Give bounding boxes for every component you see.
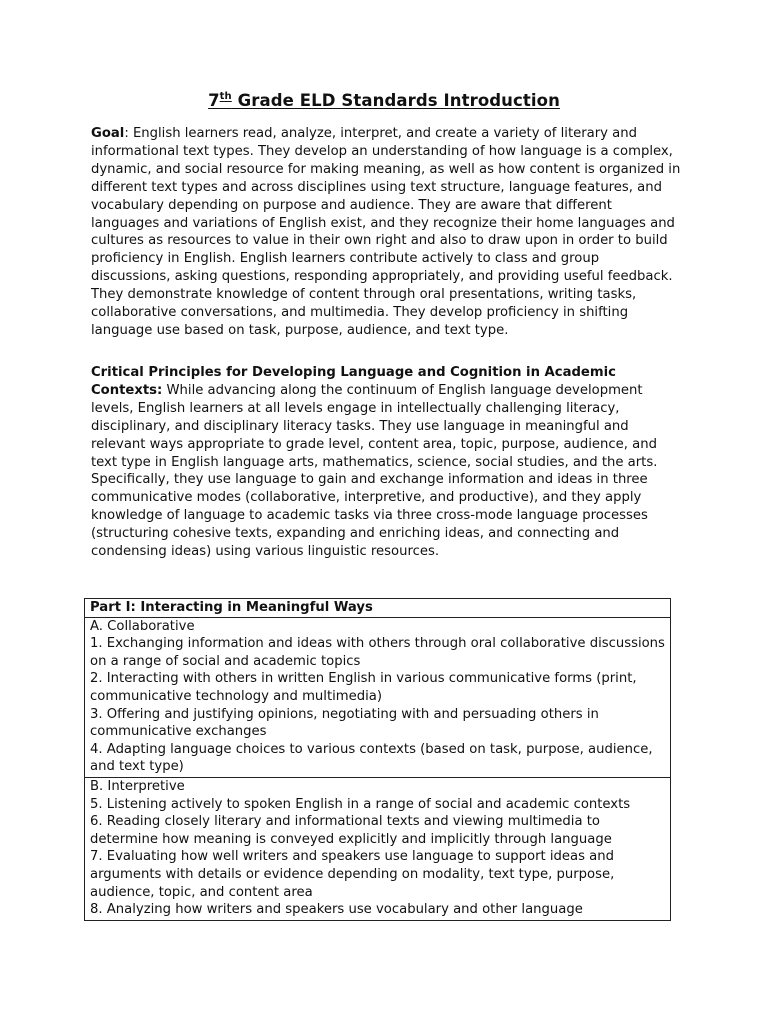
goal-text: : English learners read, analyze, interpret, and create a variety of literary and informational text types. They develop an understanding of how language is a complex, dynamic, and social resource for making meaning, as well as how content is organized in different text types and across disciplines using text structure, language features, and vocabulary depending on purpose and audience. They are aware that different languages and variations of English exist, and they recognize their home languages and cultures as resources to value in their own right and also to draw upon in order to build proficiency in English. English learners contribute actively to class and group discussions, asking questions, responding appropriately, and providing useful feedback. They demonstrate knowledge of content through oral presentations, writing tasks, collaborative conversations, and multimedia. They develop proficiency in shifting language use based on task, purpose, audience, and text type. [91, 126, 681, 338]
section-collaborative [85, 617, 671, 777]
goal-paragraph [91, 125, 681, 340]
list-item: 5. Listening actively to spoken English in a range of social and academic contexts [90, 796, 631, 812]
table-header: Part I: Interacting in Meaningful Ways [85, 599, 671, 618]
goal-label: Goal [91, 126, 125, 141]
grade-suffix: th [219, 91, 232, 102]
principles-text: While advancing along the continuum of English language development levels, English learners at all levels engage in intellectually challenging literacy, disciplinary, and disciplinary literacy tasks. They use language in meaningful and relevant ways appropriate to grade level, content area, topic, purpose, audience, and text type in English language arts, mathematics, science, social studies, and the arts. Specifically, they use language to gain and exchange information and ideas in three communicative modes (collaborative, interpretive, and productive), and they apply knowledge of language to academic tasks via three cross-mode language processes (structuring cohesive texts, expanding and enriching ideas, and connecting and condensing ideas) using various linguistic resources. [91, 382, 658, 560]
title-rest: Grade ELD Standards Introduction [231, 91, 560, 110]
list-item: 4. Adapting language choices to various contexts (based on task, purpose, audience, and text type) [90, 741, 653, 775]
list-item: 6. Reading closely literary and informational texts and viewing multimedia to determine how meaning is conveyed explicitly and implicitly through language [90, 814, 612, 847]
principles-label: Critical Principles for Developing Language and Cognition in Academic Contexts: [91, 365, 616, 398]
table-row [85, 777, 671, 920]
list-item: 2. Interacting with others in written English in various communicative forms (print, communicative technology and multimedia) [90, 671, 637, 704]
principles-paragraph [91, 364, 681, 561]
list-item: 7. Evaluating how well writers and speakers use language to support ideas and arguments with details or evidence depending on modality, text type, purpose, audience, topic, and content area [90, 849, 615, 900]
page-title [0, 91, 768, 110]
standards-table [84, 598, 671, 921]
table-row [85, 617, 671, 777]
list-item: 8. Analyzing how writers and speakers use vocabulary and other language [90, 902, 583, 918]
grade-number: 7 [208, 91, 220, 110]
table-header-row [85, 599, 671, 618]
section-heading: B. Interpretive [90, 778, 185, 794]
list-item: 1. Exchanging information and ideas with others through oral collaborative discussions on a range of social and academic topics [90, 636, 665, 669]
section-heading: A. Collaborative [90, 618, 195, 634]
section-interpretive [85, 777, 671, 920]
list-item: 3. Offering and justifying opinions, negotiating with and persuading others in communicative exchanges [90, 706, 599, 740]
